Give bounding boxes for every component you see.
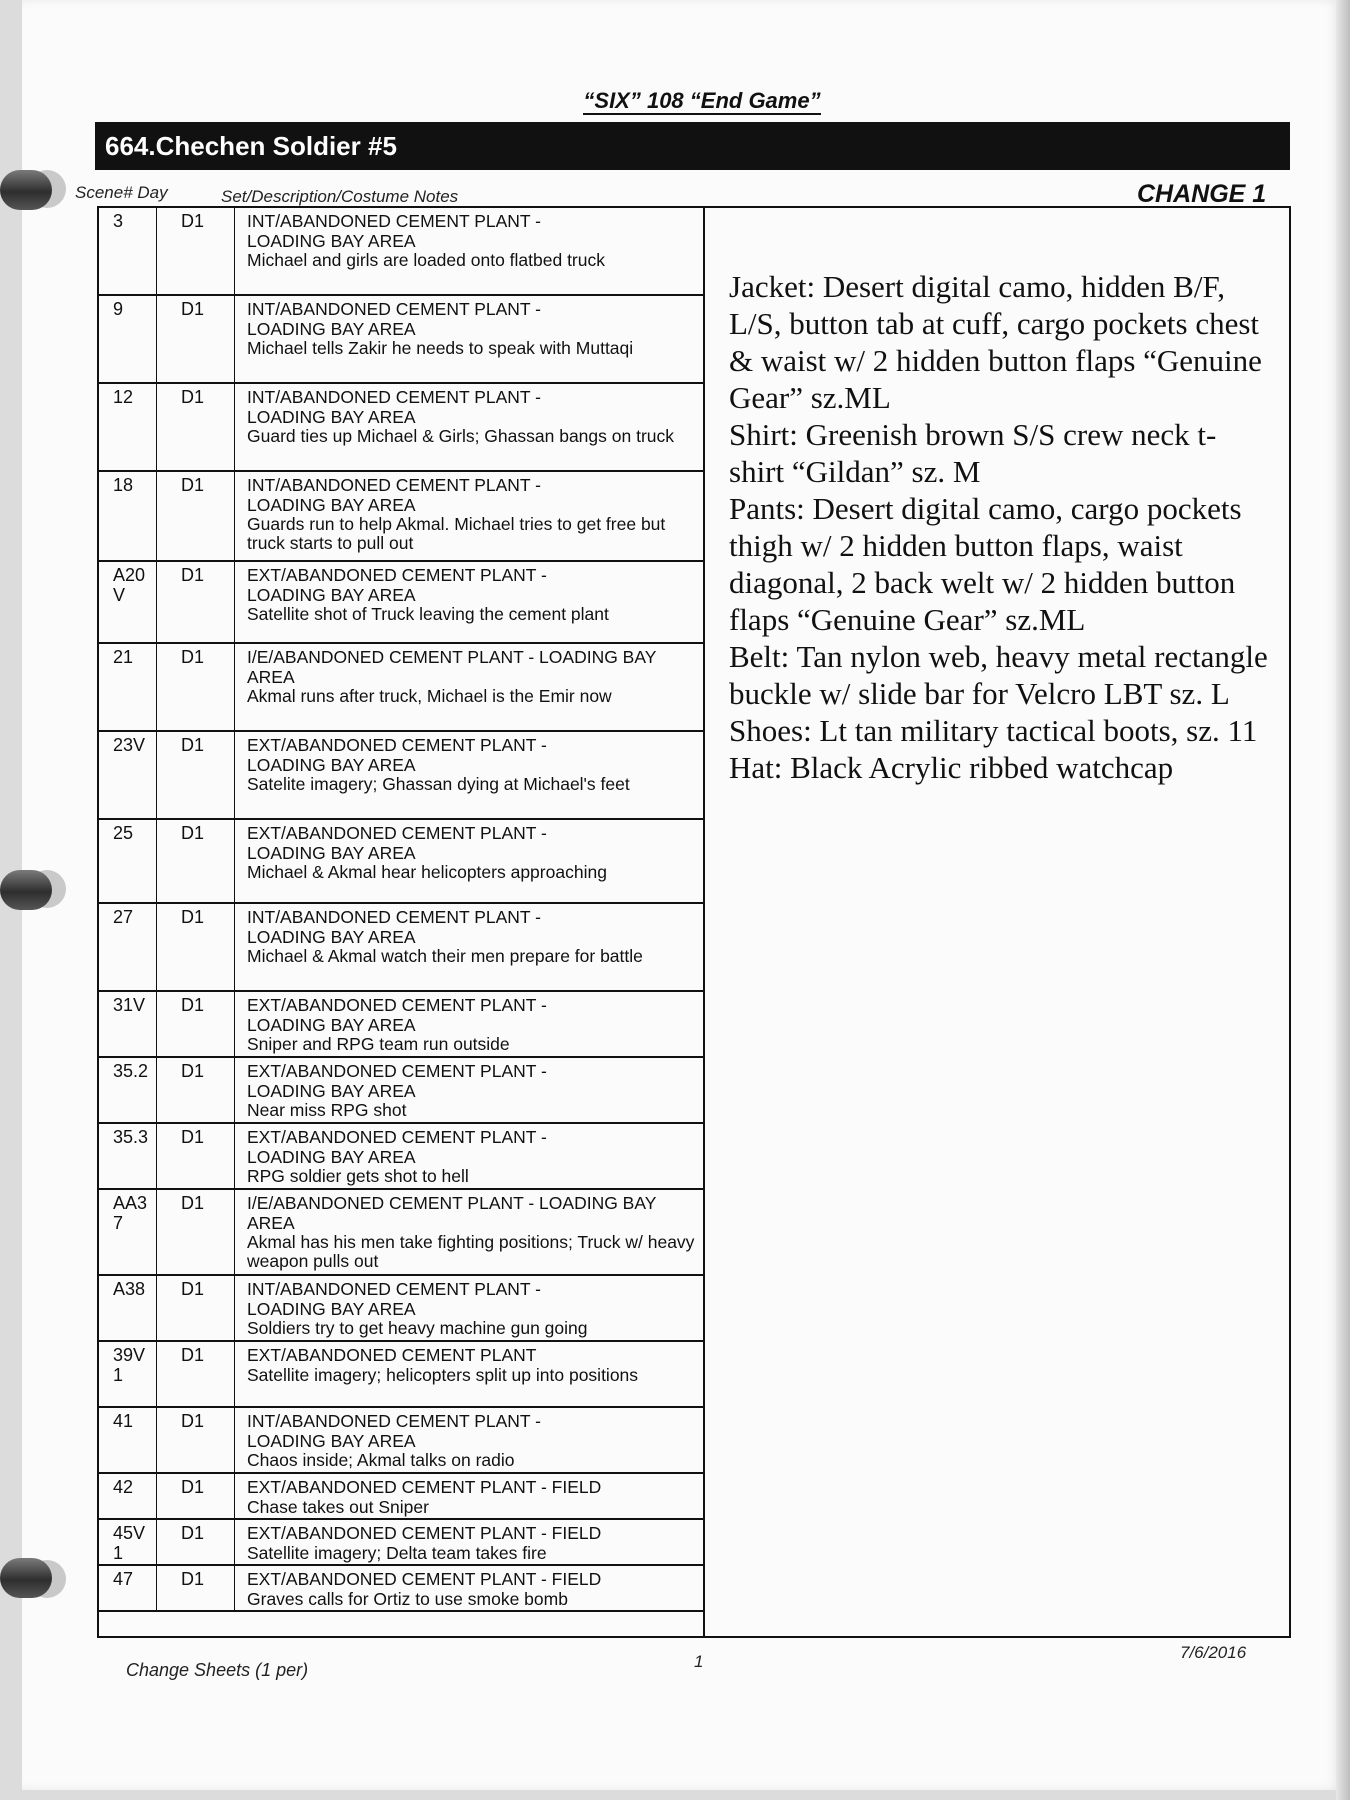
scene-number: 21 [99,644,157,730]
scene-day: D1 [157,1276,235,1340]
scene-summary: Chase takes out Sniper [247,1496,429,1517]
scene-row [99,904,703,992]
scene-description [235,1276,703,1340]
scene-description [235,904,703,990]
scene-row [99,1124,703,1190]
scene-set: EXT/ABANDONED CEMENT PLANT - LOADING BAY AREA [247,823,547,863]
scene-summary: Michael & Akmal watch their men prepare for battle [247,946,643,966]
costume-note: Belt: Tan nylon web, heavy metal rectangle buckle w/ slide bar for Velcro LBT sz. L [729,639,1268,711]
scene-number: A20 V [99,562,157,642]
scene-summary: Soldiers try to get heavy machine gun going [247,1318,588,1338]
scene-summary: Satelite imagery; Ghassan dying at Michael's feet [247,774,630,794]
scene-summary: RPG soldier gets shot to hell [247,1166,469,1186]
scene-number: 47 [99,1566,157,1610]
scene-day: D1 [157,1124,235,1188]
scene-summary: Michael & Akmal hear helicopters approaching [247,862,607,882]
scene-number: 27 [99,904,157,990]
scene-number: 35.2 [99,1058,157,1122]
scene-set: EXT/ABANDONED CEMENT PLANT - FIELD [247,1569,602,1589]
scene-day: D1 [157,562,235,642]
scene-set: INT/ABANDONED CEMENT PLANT - LOADING BAY AREA [247,211,541,251]
costume-note: Pants: Desert digital camo, cargo pockets thigh w/ 2 hidden button flaps, waist diagonal, 2 back welt w/ 2 hidden button flaps “Genuine Gear” sz.ML [729,491,1242,637]
scene-day: D1 [157,1058,235,1122]
scene-row [99,1058,703,1124]
scene-summary: Satellite imagery; Delta team takes fire [247,1542,547,1563]
scene-day: D1 [157,644,235,730]
scene-number: 45V 1 [99,1520,157,1564]
scene-set: INT/ABANDONED CEMENT PLANT - LOADING BAY AREA [247,387,541,427]
scene-set: INT/ABANDONED CEMENT PLANT - LOADING BAY AREA [247,1279,541,1319]
scene-day: D1 [157,1190,235,1274]
scene-set: EXT/ABANDONED CEMENT PLANT - LOADING BAY AREA [247,735,547,775]
scene-set: INT/ABANDONED CEMENT PLANT - LOADING BAY AREA [247,1411,541,1451]
scene-description [235,472,703,560]
scene-set: INT/ABANDONED CEMENT PLANT - LOADING BAY AREA [247,475,541,515]
scene-day: D1 [157,992,235,1056]
scene-set: EXT/ABANDONED CEMENT PLANT - LOADING BAY AREA [247,995,547,1035]
costume-note: Shoes: Lt tan military tactical boots, sz. 11 [729,713,1258,748]
costume-notes [729,268,1269,786]
scene-set: EXT/ABANDONED CEMENT PLANT - LOADING BAY AREA [247,565,547,605]
scene-description [235,384,703,470]
scene-number: 18 [99,472,157,560]
scene-day: D1 [157,384,235,470]
scene-row [99,644,703,732]
scene-day: D1 [157,1566,235,1610]
scene-number: 42 [99,1474,157,1518]
scene-description [235,732,703,818]
binder-ring [0,870,52,910]
change-label: CHANGE 1 [1137,180,1267,208]
set-description-header: Set/Description/Costume Notes [221,187,459,206]
costume-note: Shirt: Greenish brown S/S crew neck t-shirt “Gildan” sz. M [729,417,1217,489]
scene-description [235,296,703,382]
scene-description [235,1408,703,1472]
costume-note: Hat: Black Acrylic ribbed watchcap [729,750,1174,785]
scene-list [99,208,705,1636]
page-number: 1 [694,1652,704,1671]
scene-set: I/E/ABANDONED CEMENT PLANT - LOADING BAY AREA [247,1193,657,1233]
scene-description [235,1342,703,1406]
binder-ring [0,1558,52,1598]
scene-row [99,384,703,472]
scene-description [235,1566,703,1610]
character-title-bar [95,122,1290,170]
scene-description [235,1190,703,1274]
scene-summary: Michael tells Zakir he needs to speak with Muttaqi [247,338,634,358]
scene-day: D1 [157,1520,235,1564]
scene-row [99,992,703,1058]
footer-date: 7/6/2016 [1180,1643,1247,1662]
scene-summary: Chaos inside; Akmal talks on radio [247,1450,515,1470]
scene-row [99,472,703,562]
scene-row [99,1276,703,1342]
scene-row [99,1566,703,1612]
scene-summary: Near miss RPG shot [247,1100,407,1120]
scene-row [99,1190,703,1276]
scene-number: 3 [99,208,157,294]
scene-description [235,1058,703,1122]
page-edge [1336,0,1350,1800]
scene-day: D1 [157,296,235,382]
scene-row [99,208,703,296]
scene-row [99,732,703,820]
scene-description [235,644,703,730]
scene-description [235,1520,703,1564]
binder-ring [0,170,52,210]
scene-day: D1 [157,472,235,560]
scene-summary: Guard ties up Michael & Girls; Ghassan bangs on truck [247,426,675,446]
scene-row [99,1408,703,1474]
scene-summary: Satellite imagery; helicopters split up into positions [247,1364,639,1385]
scene-number: 31V [99,992,157,1056]
scene-set: EXT/ABANDONED CEMENT PLANT - FIELD [247,1523,602,1543]
footer-left: Change Sheets (1 per) [126,1660,309,1680]
scene-description [235,208,703,294]
scene-set: EXT/ABANDONED CEMENT PLANT - LOADING BAY AREA [247,1061,547,1101]
scene-description [235,1474,703,1518]
scene-row [99,562,703,644]
character-name: 664.Chechen Soldier #5 [105,130,397,161]
scene-summary: Sniper and RPG team run outside [247,1034,510,1054]
scene-day: D1 [157,904,235,990]
scene-day: D1 [157,820,235,902]
show-title: “SIX” 108 “End Game” [583,88,821,113]
scene-row [99,296,703,384]
scene-set: EXT/ABANDONED CEMENT PLANT - LOADING BAY AREA [247,1127,547,1167]
scene-number: 41 [99,1408,157,1472]
document-page [22,0,1340,1790]
scene-summary: Guards run to help Akmal. Michael tries to get free but truck starts to pull out [247,514,666,553]
scene-summary: Graves calls for Ortiz to use smoke bomb [247,1588,568,1609]
scene-day: D1 [157,208,235,294]
scene-row [99,1474,703,1520]
scene-description [235,820,703,902]
scene-number: 23V [99,732,157,818]
scene-set: INT/ABANDONED CEMENT PLANT - LOADING BAY AREA [247,907,541,947]
scene-description [235,992,703,1056]
scene-summary: Michael and girls are loaded onto flatbed truck [247,250,605,270]
scene-set: INT/ABANDONED CEMENT PLANT - LOADING BAY AREA [247,299,541,339]
scene-day-header: Scene# Day [75,183,168,202]
scene-description [235,562,703,642]
scene-day: D1 [157,1342,235,1406]
costume-note: Jacket: Desert digital camo, hidden B/F, L/S, button tab at cuff, cargo pockets chest & waist w/ 2 hidden button flaps “Genuine Gear” sz.ML [729,269,1262,415]
scene-number: AA3 7 [99,1190,157,1274]
scene-row [99,820,703,904]
scene-number: 39V 1 [99,1342,157,1406]
scene-number: 35.3 [99,1124,157,1188]
scene-day: D1 [157,1408,235,1472]
scene-number: 12 [99,384,157,470]
scene-description [235,1124,703,1188]
scene-number: 25 [99,820,157,902]
scene-day: D1 [157,732,235,818]
scene-number: 9 [99,296,157,382]
scene-summary: Satellite shot of Truck leaving the cement plant [247,604,609,624]
scene-summary: Akmal has his men take fighting positions; Truck w/ heavy weapon pulls out [247,1232,695,1271]
scene-row [99,1342,703,1408]
scene-summary: Akmal runs after truck, Michael is the Emir now [247,686,612,706]
scene-day: D1 [157,1474,235,1518]
scene-set: EXT/ABANDONED CEMENT PLANT [247,1345,537,1365]
scene-set: I/E/ABANDONED CEMENT PLANT - LOADING BAY AREA [247,647,657,687]
scene-grid [97,206,1291,1638]
scene-set: EXT/ABANDONED CEMENT PLANT - FIELD [247,1477,602,1497]
scene-number: A38 [99,1276,157,1340]
scene-row [99,1520,703,1566]
